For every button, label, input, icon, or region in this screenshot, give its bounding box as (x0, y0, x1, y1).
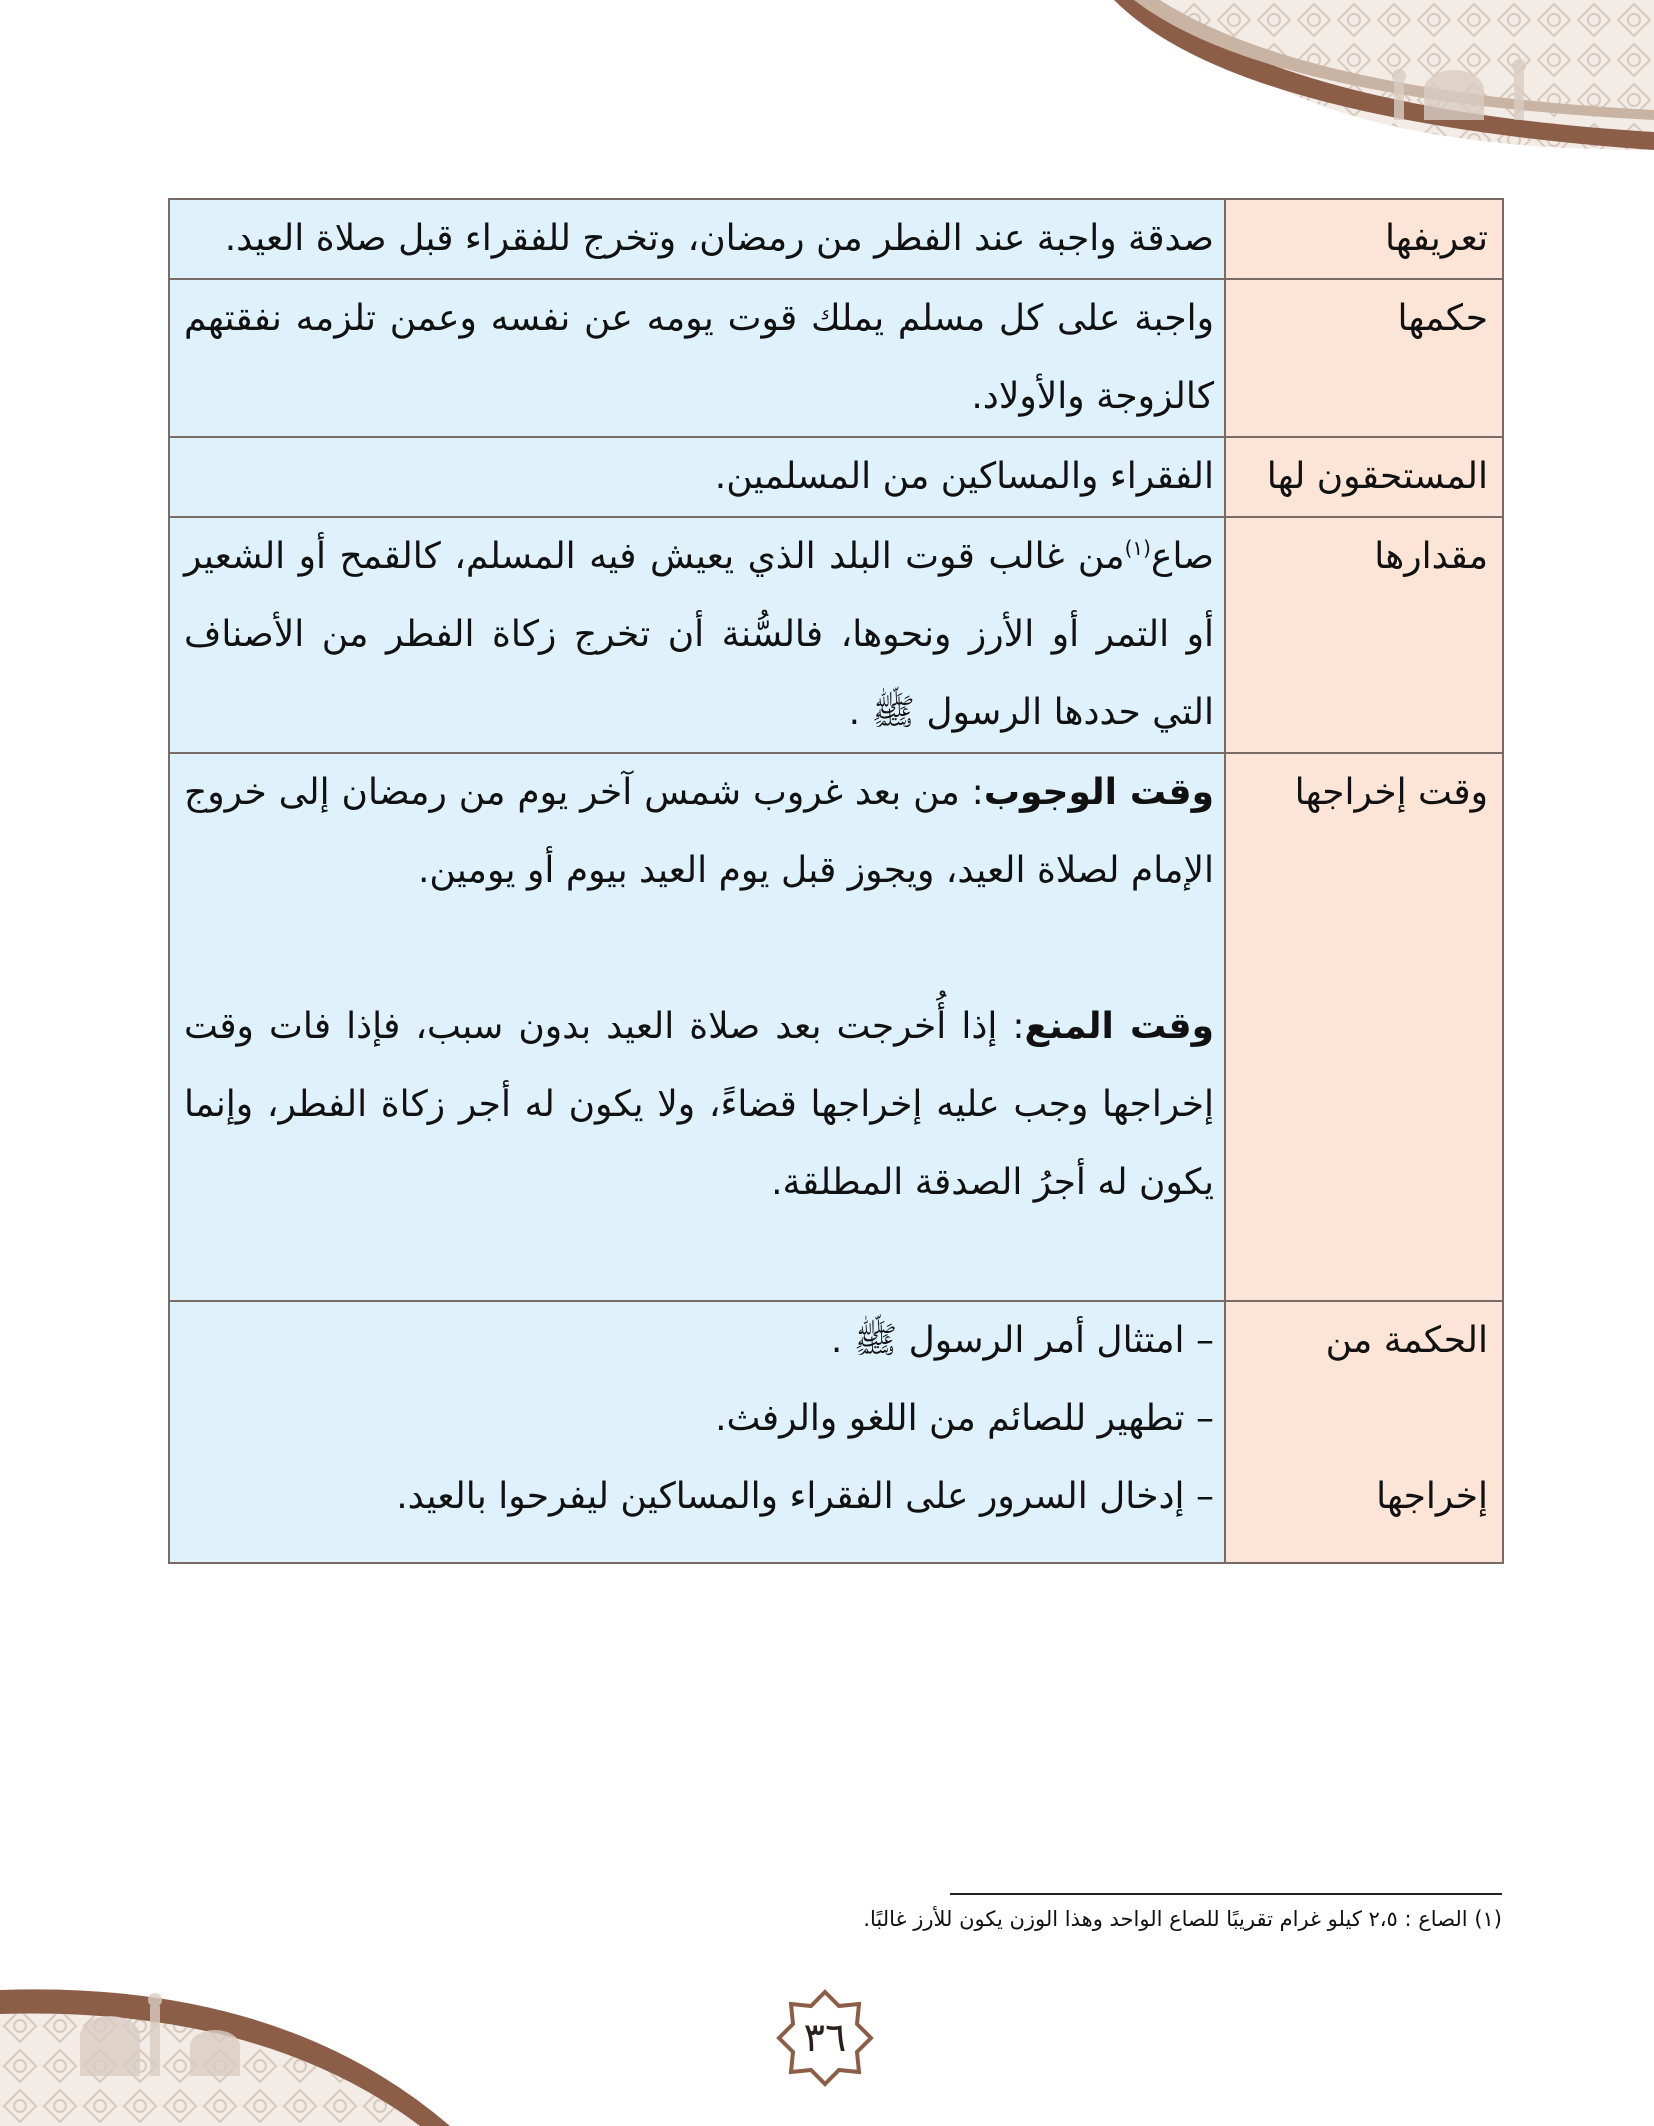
row-label: وقت إخراجها (1225, 753, 1503, 1301)
list-item: – إدخال السرور على الفقراء والمساكين ليفرحوا بالعيد. (396, 1476, 1214, 1517)
row-content (169, 517, 1225, 753)
prohibition-time-paragraph (184, 988, 1214, 1222)
measure-word: صاع (1150, 536, 1214, 577)
row-label: مقدارها (1225, 517, 1503, 753)
footnote-ref: (١) (1124, 536, 1151, 560)
row-label-line: إخراجها (1376, 1476, 1488, 1517)
label-spacer (1236, 1380, 1488, 1458)
list-item: – امتثال أمر الرسول ﷺ . (830, 1320, 1214, 1361)
cell-spacer (184, 1536, 1214, 1562)
prohibition-time-text: : إذا أُخرجت بعد صلاة العيد بدون سبب، فإذا فات وقت إخراجها وجب عليه إخراجها قضاءً، ولا يكون له أجر زكاة الفطر، وإنما يكون له أجرُ الصدقة المطلقة. (184, 1006, 1214, 1203)
zakat-al-fitr-table (168, 198, 1504, 1564)
paragraph-spacer (184, 910, 1214, 988)
obligation-time-text: : من بعد غروب شمس آخر يوم من رمضان إلى خروج الإمام لصلاة العيد، ويجوز قبل يوم العيد بيوم أو يومين. (184, 772, 1214, 891)
page-number-badge (775, 1988, 875, 2088)
list-item: – تطهير للصائم من اللغو والرفث. (715, 1398, 1214, 1439)
footnote-divider (950, 1893, 1502, 1895)
paragraph-spacer (184, 1222, 1214, 1300)
row-label: المستحقون لها (1225, 437, 1503, 517)
row-label (1225, 1301, 1503, 1563)
row-content: واجبة على كل مسلم يملك قوت يومه عن نفسه وعمن تلزمه نفقتهم كالزوجة والأولاد. (169, 279, 1225, 437)
top-ornament (1094, 0, 1654, 160)
obligation-time-paragraph (184, 754, 1214, 910)
row-content (169, 753, 1225, 1301)
row-label-line: الحكمة من (1325, 1320, 1488, 1361)
row-content (169, 1301, 1225, 1563)
table-row (169, 1301, 1503, 1563)
table-row (169, 437, 1503, 517)
page-number: ٣٦ (803, 2015, 847, 2061)
row-content: صدقة واجبة عند الفطر من رمضان، وتخرج للفقراء قبل صلاة العيد. (169, 199, 1225, 279)
row-content: الفقراء والمساكين من المسلمين. (169, 437, 1225, 517)
footnote: (١) الصاع : ٢،٥ كيلو غرام تقريبًا للصاع الواحد وهذا الوزن يكون للأرز غالبًا. (863, 1907, 1502, 1931)
row-label: تعريفها (1225, 199, 1503, 279)
table-row (169, 279, 1503, 437)
prohibition-time-heading: وقت المنع (1024, 1006, 1214, 1047)
row-label: حكمها (1225, 279, 1503, 437)
bottom-ornament (0, 1966, 500, 2126)
table-row (169, 199, 1503, 279)
table-row (169, 753, 1503, 1301)
obligation-time-heading: وقت الوجوب (983, 772, 1214, 813)
measure-text: من غالب قوت البلد الذي يعيش فيه المسلم، كالقمح أو الشعير أو التمر أو الأرز ونحوها، فالسُّنة أن تخرج زكاة الفطر من الأصناف التي حددها الرسول ﷺ . (184, 536, 1214, 733)
table-row (169, 517, 1503, 753)
